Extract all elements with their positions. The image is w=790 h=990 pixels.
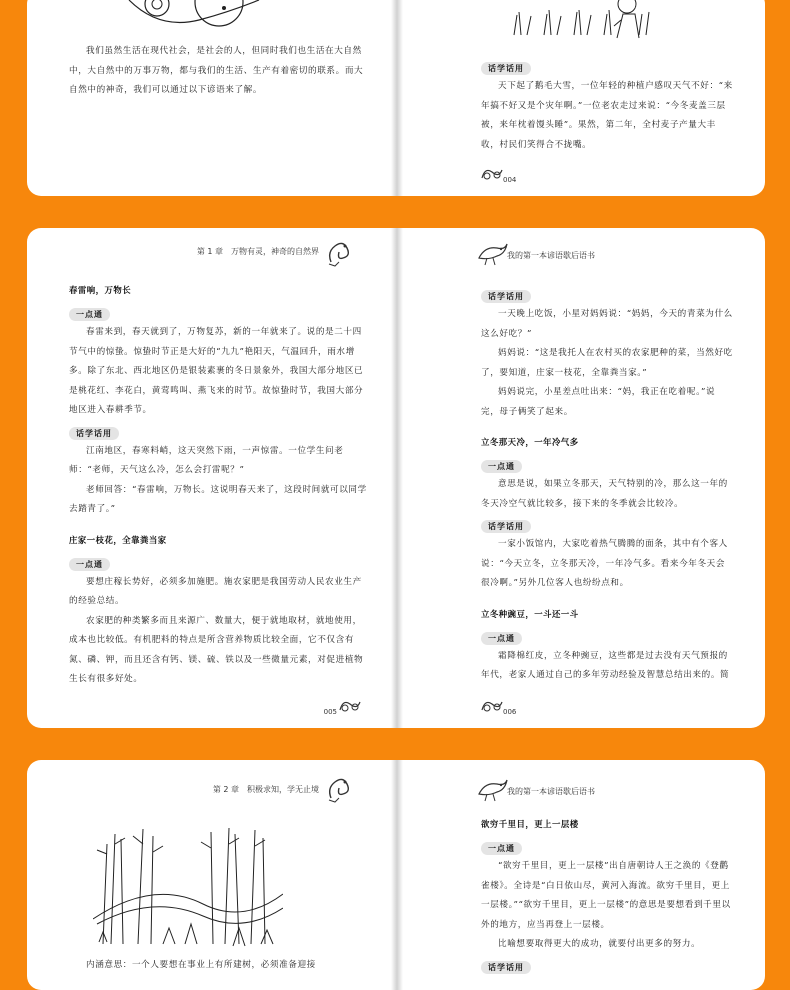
paragraph: 天下起了鹅毛大雪，一位年轻的种植户感叹天气不好：“来年搞不好又是个灾年啊。”一位老农走过来说：“今冬麦盖三层被，来年枕着馒头睡”。果然，第二年，全村麦子产量大丰收，村民们笑得合不拢嘴。: [481, 81, 733, 150]
paragraph: 妈妈说完，小星差点吐出来：“妈，我正在吃着呢。”说完，母子俩笑了起来。: [481, 387, 716, 417]
bird-emblem-icon: [475, 240, 509, 266]
spread2-left-text: [69, 278, 367, 690]
book-spread-2: [27, 228, 765, 728]
section-badge: 话学话用: [481, 62, 531, 75]
dragon-emblem-icon: [325, 774, 353, 804]
dragon-emblem-icon: [325, 238, 353, 268]
paragraph: “欲穷千里目，更上一层楼”出自唐朝诗人王之涣的《登鹳雀楼》。全诗是“白日依山尽，黄河入海流。欲穷千里目，更上一层楼。”“欲穷千里目，更上一层楼”的意思是要想看到千里以外的地方，应当再登上一层楼。: [481, 861, 731, 930]
spread1-right-page: [399, 0, 765, 196]
paragraph: 江南地区，春寒料峭，这天突然下雨，一声惊雷。一位学生问老师：“老师，天气这么冷，怎么会打雷呢？”: [69, 445, 344, 475]
paragraph: 农家肥的种类繁多而且来源广、数量大，便于就地取材，就地使用，成本也比较低。有机肥料的特点是所含营养物质比较全面，它不仅含有氮、磷、钾，而且还含有钙、镁、硫、铁以及一些微量元素，对促进植物生长有很多好处。: [69, 615, 364, 684]
bird-emblem-icon: [475, 776, 509, 802]
running-head: 第 2 章 积极求知，学无止境: [212, 785, 319, 794]
section-badge: 话学话用: [481, 961, 531, 974]
spread3-left-text: [69, 956, 367, 976]
paragraph: 霜降棉红皮，立冬种豌豆，这些都是过去没有天气预报的年代，老家人通过自己的多年劳动经验及智慧总结出来的。简: [481, 650, 730, 680]
running-head: 第 1 章 万物有灵，神奇的自然界: [196, 247, 319, 256]
spread1-right-text: [481, 56, 733, 155]
page-number: 004: [503, 176, 517, 184]
paragraph: 意思是说，如果立冬那天，天气特别的冷，那么这一年的冬天冷空气就比较多，接下来的冬季就会比较冷。: [481, 479, 728, 509]
spread2-right-text: [481, 284, 733, 686]
page-number: 005: [323, 708, 337, 716]
section-badge: 话学话用: [481, 290, 531, 303]
running-head: 我的第一本谚语歇后语书: [507, 787, 595, 796]
section-badge: 一点通: [481, 632, 522, 645]
section-badge: 一点通: [481, 460, 522, 473]
spread1-left-page: [27, 0, 397, 196]
section-heading: 春雷响，万物长: [69, 285, 132, 295]
page-corner-ornament: [479, 164, 505, 184]
section-badge: 话学话用: [69, 427, 119, 440]
section-heading: 庄家一枝花，全靠粪当家: [69, 534, 167, 545]
section-badge: 一点通: [481, 842, 522, 855]
cartoon-farmer-in-field-illustration: [509, 0, 659, 40]
spread3-left-page: [27, 760, 397, 990]
section-badge: 话学话用: [481, 520, 531, 533]
paragraph: 比喻想要取得更大的成功，就要付出更多的努力。: [498, 939, 701, 949]
page-number: 006: [503, 708, 517, 716]
bamboo-forest-illustration: [93, 824, 283, 950]
section-badge: 一点通: [69, 308, 110, 321]
spread2-left-page: [27, 228, 397, 728]
spread2-right-page: [399, 228, 765, 728]
paragraph: 我们虽然生活在现代社会，是社会的人，但同时我们也生活在大自然中，大自然中的万事万物，都与我们的生活、生产有着密切的联系。而大自然中的神奇，我们可以通过以下谚语来了解。: [69, 46, 364, 95]
section-heading: 欲穷千里目，更上一层楼: [481, 819, 579, 829]
page-corner-ornament: [337, 696, 363, 716]
section-heading: 立冬种豌豆，一斗还一斗: [481, 608, 579, 619]
spread1-left-text: [69, 42, 367, 101]
paragraph: 妈妈说：“这是我托人在农村买的农家肥种的菜，当然好吃了，要知道，庄家一枝花，全靠粪当家。”: [481, 348, 733, 378]
paragraph: 一天晚上吃饭，小星对妈妈说：“妈妈，今天的青菜为什么这么好吃？”: [481, 309, 733, 339]
paragraph: 内涵意思：一个人要想在事业上有所建树，必须准备迎接: [86, 960, 316, 970]
section-badge: 一点通: [69, 558, 110, 571]
paragraph: 老师回答：“春雷响，万物长。这说明春天来了，这段时间就可以同学去踏青了。”: [69, 484, 367, 514]
spread3-right-page: [399, 760, 765, 990]
paragraph: 要想庄稼长势好，必须多加施肥。施农家肥是我国劳动人民农业生产的经验总结。: [69, 576, 362, 606]
section-heading: 立冬那天冷，一年冷气多: [481, 437, 579, 447]
running-head: 我的第一本谚语歇后语书: [507, 251, 595, 260]
spread3-right-text: [481, 808, 733, 976]
page-corner-ornament: [479, 696, 505, 716]
cartoon-planet-illustration: [119, 0, 269, 28]
paragraph: 春雷来到，春天就到了，万物复苏，新的一年就来了。说的是二十四节气中的惊蛰。惊蛰时节正是大好的“九九”艳阳天，气温回升，雨水增多。除了东北、西北地区仍是银装素裹的冬日景象外，我国大部分地区已是桃花红、李花白，黄莺鸣叫、燕飞来的时节。故惊蛰时节，我国大部分地区进入春耕季节。: [69, 327, 364, 415]
book-spread-3: [27, 760, 765, 990]
paragraph: 一家小饭馆内，大家吃着热气腾腾的面条，其中有个客人说：“今天立冬，立冬那天冷，一年冷气多。看来今年冬天会很冷啊。”另外几位客人也纷纷点和。: [481, 539, 728, 588]
book-spread-1: [27, 0, 765, 196]
